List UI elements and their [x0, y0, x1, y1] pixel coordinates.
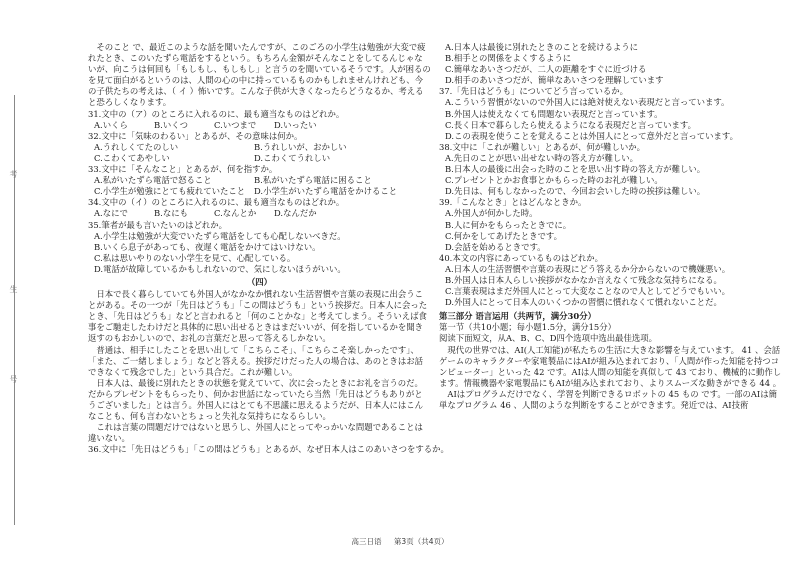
option[interactable]: C.私は思いやりのない小学生を見て、心配している。: [94, 252, 296, 263]
option[interactable]: B.日本人の最後に出会った時のことを思い出す時の答え方が難しい。: [445, 164, 706, 175]
option[interactable]: D.外国人にとって日本人のいくつかの習慣に慣れなくて慣れないことだ。: [445, 297, 722, 308]
option[interactable]: C.小学生が勉強にとても疲れていたこと: [94, 186, 246, 197]
option[interactable]: D.この表現を使うことを覚えることは外国人にとって意外だと言っています。: [445, 130, 738, 141]
option[interactable]: D.相手のあいさつだが、簡単なあいさつを理解しています: [445, 75, 664, 86]
option[interactable]: B.人に何かをもらったときでに。: [445, 219, 572, 230]
passage-paragraph: 普通は、相手にしたことを思い出して「こちらこそ」、「こちらこそ楽しかったです」、「また、ご一緒しましょう」などと答える。挨拶だけだった人の場合は、あのときはお話できなくて残念でした」という具合だ。これが難しい。: [88, 344, 423, 377]
instruction-text: 阅读下面短文，从A、B、C、D四个选项中选出最佳选项。: [439, 333, 657, 344]
option[interactable]: D.なんだか: [274, 208, 317, 219]
footer-subject: 高三日语: [351, 537, 382, 546]
footer-page-number: 第3页（共4页）: [393, 537, 449, 546]
option[interactable]: A.こういう習慣がないので外国人には絶対使えない表現だと言っています。: [445, 97, 730, 108]
binding-mark-3: 号: [9, 375, 18, 383]
section-subtitle: 第一节（共10小题；每小题1.5分，满分15分）: [439, 322, 617, 333]
option[interactable]: D.こわくてうれしい: [254, 152, 331, 163]
question-35-stem: 35.筆者が最も言いたいのはどれか。: [88, 219, 227, 230]
question-40-stem: 40.本文の内容にあっているものはどれか。: [439, 252, 603, 263]
option[interactable]: B.外国人は使えなくても問題ない表現だと言っています。: [445, 108, 663, 119]
option[interactable]: B.私がいたずら電話に困ること: [254, 175, 372, 186]
option[interactable]: B.相手との関係をよくするように: [445, 53, 572, 64]
question-34-options: [88, 208, 431, 219]
passage-title: （四）: [246, 276, 273, 287]
option[interactable]: D.電話が故障しているかもしれないので、気にしないほうがいい。: [94, 263, 346, 274]
section-title: 第三部分 语言运用（共两节，满分30分）: [439, 311, 596, 322]
question-32-stem: 32.文中に「気味のわるい」とあるが、その意味は何か。: [88, 130, 303, 141]
passage-paragraph: AIはプログラムだけでなく、学習を判断できるロボットの 45 もの です。一部のAIは簡単なプログラム 46 、人間のような判断をすることができます。発近では、AI技術: [439, 388, 777, 410]
passage-paragraph: そのこと で、最近このような話を聞いたんですが、このごろの小学生は勉強が大変で疲れたとき、このいたずら電話をするという。もちろん金額がそんなことをしてるんじゃないが、向こうは何回も「もしもし、もしもし」と言うのを聞いているそうです。人が困るのを見て面白がるというのは、人間の心の中に持っているものかもしれませんけれども、今の子供たちの考えは、（ イ ）怖いです。こんな子供が大きくなったらどうなるか、考えると恐ろしくなります。: [88, 42, 431, 108]
question-38-stem: 38.文中に「これが難しい」とあるが、何が難しいか。: [439, 141, 645, 152]
option[interactable]: A.いくら: [94, 119, 128, 130]
option[interactable]: B.いくつ: [154, 119, 188, 130]
question-37-stem: 37.「先日はどうも」についてどう言っているか。: [439, 86, 629, 97]
option[interactable]: C.いつまで: [214, 119, 257, 130]
option[interactable]: B.いくら息子があっても、夜遅く電話をかけてはいけない。: [94, 241, 321, 252]
passage-paragraph: 現代の世界では、AI(人工知能)が私たちの生活に大きな影響を与えています。 41 、会話ゲームのキャラクターや家電製品にはAIが組み込まれており、「人間が作った知能を持つコンピューター」といった 42 です。AIは人間の知能を真似して 43 ており、機械的に動作します。情報機器や家電製品にもAIが組み込まれており、よりスムーズな動きができる 44 。: [439, 344, 782, 388]
question-32-options: [88, 153, 431, 164]
option[interactable]: B.なにも: [154, 208, 188, 219]
left-column: [88, 42, 449, 455]
question-33-stem: 33.文中に「そんなこと」とあるが、何を指すか。: [88, 164, 278, 175]
option[interactable]: A.私がいたずら電話で怒ること: [94, 175, 212, 186]
option[interactable]: C.簡単なあいさつだが、二人の距離をすぐに近づける: [445, 64, 647, 75]
option[interactable]: D.いったい: [274, 119, 317, 130]
option[interactable]: A.外国人が何かした時。: [445, 208, 538, 219]
binding-line: [14, 95, 15, 525]
passage-paragraph: 日本人は、最後に別れたときの状態を覚えていて、次に会ったときにお礼を言うのだ。だからプレゼントをもらったり、何かお世話になっていたら当然「先日はどうもありがとうございました」とは言う。外国人にはとても不思議に思えるようだが、日本人にはこんなことも、何も言わないとちょっと失礼な気持ちになるらしい。: [88, 377, 423, 422]
question-34-stem: 34.文中の（イ）のところに入れるのに、最も適当なものはどれか。: [88, 197, 345, 208]
passage-paragraph: これは言葉の問題だけではないと思うし、外国人にとってやっかいな問題であることは違いない。: [88, 422, 423, 444]
question-31-options: [88, 120, 431, 131]
option[interactable]: B.外国人は日本人らしい挨拶がなかなか言えなくて残念な気持ちになる。: [445, 274, 722, 285]
option[interactable]: A.小学生は勉強が大変でいたずら電話をしても心配しないべきだ。: [94, 230, 346, 241]
right-column: [439, 42, 782, 411]
option[interactable]: B.うれしいが、おかしい: [254, 141, 347, 152]
option[interactable]: C.何かをしてあげたときです。: [445, 230, 562, 241]
question-39-stem: 39.「こんなとき」とはどんなときか。: [439, 197, 587, 208]
question-31-stem: 31.文中の（ア）のところに入れるのに、最も適当なものはどれか。: [88, 108, 345, 119]
option[interactable]: D.会話を始めるときです。: [445, 241, 546, 252]
option[interactable]: A.日本人の生活習慣や言葉の表現にどう答えるか分からないので機嫌悪い。: [445, 263, 731, 274]
option[interactable]: A.先日のことが思い出せない時の答え方が難しい。: [445, 152, 638, 163]
option[interactable]: D.先日は、何もしなかったので、今回お会いした時の挨拶は難しい。: [445, 186, 706, 197]
option[interactable]: C.プレゼントとかお食事とかもらった時のお礼が難しい。: [445, 175, 663, 186]
option[interactable]: C.こわくてあやしい: [94, 152, 170, 163]
binding-margin: [0, 0, 62, 565]
page-footer: [0, 536, 800, 547]
option[interactable]: A.日本人は最後に別れたときのことを続けるように: [445, 42, 638, 52]
passage-paragraph: 日本で長く暮らしていても外国人がなかなか慣れない生活習慣や言葉の表現に出会うことがある。その一つが「先日はどうも」「この間はどうも」という挨拶だ。日本人に会ったとき、「先日はどうも」などと言われると「何のことかな」と考えてしまう。そういえば食事をご馳走したわけだと具体的に思い出せるときはまだいいが、何を指しているかを聞き返すのもおかしいので、お礼の言葉だと思って答えるしかない。: [88, 289, 428, 344]
question-33-options: [88, 186, 431, 197]
question-32-options: [88, 142, 431, 153]
option[interactable]: C.なんとか: [214, 208, 257, 219]
question-36-stem: 36.文中に「先日はどうも」「この間はどうも」とあるが、なぜ日本人はこのあいさつをするか。: [88, 444, 449, 455]
option[interactable]: C.言葉表現はまだ外国人にとって大変なことなので人としてどうでもいい。: [445, 286, 730, 297]
binding-mark-2: 生: [9, 285, 18, 293]
option[interactable]: A.うれしくてたのしい: [94, 141, 179, 152]
option[interactable]: C.長く日本で暮らしたら使えるようになる表現だと言っています。: [445, 119, 696, 130]
binding-mark-1: 考: [9, 170, 18, 178]
option[interactable]: A.なにで: [94, 208, 128, 219]
option[interactable]: D.小学生がいたずら電話をかけること: [254, 186, 398, 197]
question-33-options: [88, 175, 431, 186]
